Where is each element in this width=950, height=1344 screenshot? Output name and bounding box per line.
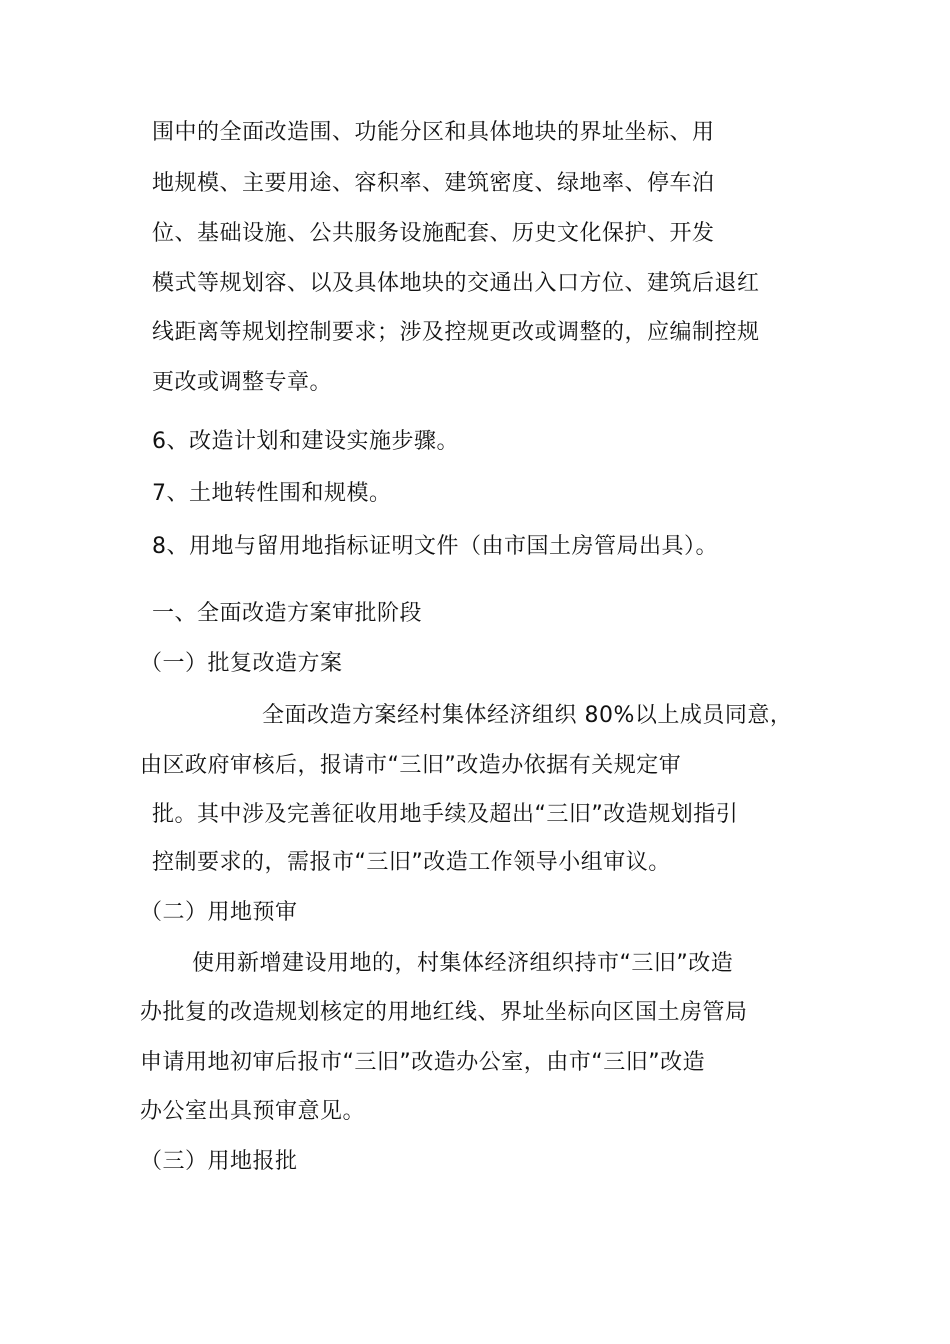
text-line-10: 控制要求的，需报市“三旧”改造工作领导小组审议。 [152,850,671,875]
text-line-13: 申请用地初审后报市“三旧”改造办公室，由市“三旧”改造 [140,1050,706,1075]
text-line-12: 办批复的改造规划核定的用地红线、界址坐标向区国土房管局 [140,1000,748,1025]
list-item-6: 6、改造计划和建设实施步骤。 [152,429,459,454]
list-item-7: 7、土地转性围和规模。 [152,481,392,506]
text-line-1: 围中的全面改造围、功能分区和具体地块的界址坐标、用 [152,120,715,145]
text-line-4: 模式等规划容、以及具体地块的交通出入口方位、建筑后退红 [152,271,760,296]
list-item-8: 8、用地与留用地指标证明文件（由市国土房管局出具）。 [152,534,718,559]
text-line-7: 全面改造方案经村集体经济组织 80%以上成员同意， [262,703,793,728]
subheading-2: （二）用地预审 [140,900,298,925]
text-line-2: 地规模、主要用途、容积率、建筑密度、绿地率、停车泊 [152,171,715,196]
text-line-14: 办公室出具预审意见。 [140,1099,366,1124]
text-line-9: 批。其中涉及完善征收用地手续及超出“三旧”改造规划指引 [152,802,739,827]
text-line-11: 使用新增建设用地的，村集体经济组织持市“三旧”改造 [192,951,734,976]
section-heading: 一、全面改造方案审批阶段 [152,601,423,626]
subheading-1: （一）批复改造方案 [140,651,343,676]
text-line-5: 线距离等规划控制要求；涉及控规更改或调整的，应编制控规 [152,320,760,345]
subheading-3: （三）用地报批 [140,1149,298,1174]
text-line-8: 由区政府审核后，报请市“三旧”改造办依据有关规定审 [140,753,682,778]
text-line-6: 更改或调整专章。 [152,370,333,395]
text-line-3: 位、基础设施、公共服务设施配套、历史文化保护、开发 [152,221,715,246]
